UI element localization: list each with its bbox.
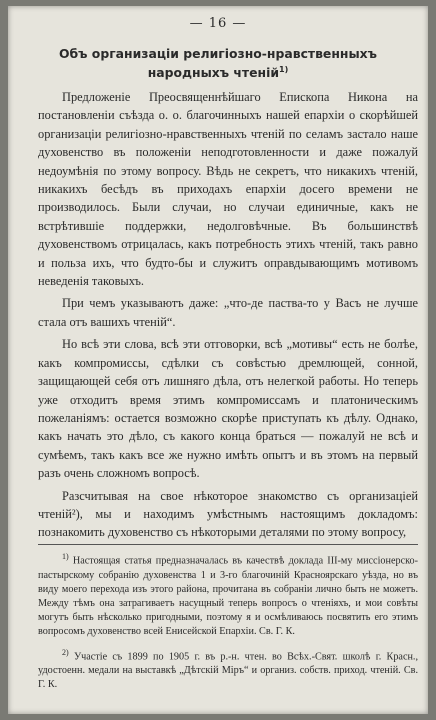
article-body: [38, 88, 418, 546]
footnotes: [38, 550, 418, 699]
paragraph: Предложеніе Преосвященнѣйшаго Епископа Никона на постановленіи съѣзда о. о. благочинныхъ нашей епархіи о скорѣйшей организаціи религіозно-нравственныхъ чтеній по селамъ застало наше духовенство въ положеніи неподготовленности и даже пожалуй недоумѣнія по этому вопросу. Вѣдь не секретъ, что никакихъ чтеній, никакихъ бесѣдъ въ приходахъ епархіи досего времени не производилось. Были случаи, но случаи единичные, какъ не встрѣтившіе поддержки, недолговѣчные. Въ большинствѣ духовенствомъ отрицалась, какъ потребность этихъ чтеній, такъ равно и польза ихъ, что будто-бы и служитъ оправдывающимъ мотивомъ неведенія таковыхъ.: [38, 90, 418, 289]
paragraph: Но всѣ эти слова, всѣ эти отговорки, всѣ „мотивы“ есть не болѣе, какъ компромиссы, сдѣлки съ совѣстью дремлющей, сонной, защищающей себя отъ лишняго дѣла, отъ нелегкой работы. Но теперь уже отходитъ время этимъ компромиссамъ и платоническимъ пожеланіямъ: остается возможно скорѣе приступать къ дѣлу. Однако, какъ начать это дѣло, съ какого конца браться — пожалуй не всѣ и сумѣемъ, такъ какъ все же нужно имѣть опытъ и въ этомъ на первый разъ очень сложномъ вопросѣ.: [38, 337, 418, 481]
footnote-marker: 2): [62, 647, 69, 657]
footnote: [38, 646, 418, 693]
page-number: — 16 —: [189, 16, 247, 31]
paragraph: Разсчитывая на свое нѣкоторое знакомство съ организаціей чтеній²), мы и находимъ умѣстнымъ настоящимъ докладомъ: познакомить духовенство съ нѣкоторыми деталями по этому вопросу,: [38, 488, 418, 540]
heading-footnote-ref: 1): [279, 65, 289, 74]
footnote-divider: [38, 544, 418, 545]
footnote-marker: 1): [62, 552, 69, 561]
heading-text: Объ организаціи религіозно-нравственныхъ народныхъ чтеній: [59, 46, 377, 81]
article-heading: [48, 46, 388, 81]
book-page: [8, 6, 428, 714]
footnote-text: Настоящая статья предназначалась въ качествѣ доклада III-му миссіонерско-пастырскому собранію духовенства 1 и 3-го благочиній Красноярскаго уѣзда, но въ виду моего перехода изъ этого района, прочитана въ собраніи лично быть не можетъ. Между тѣмъ она затрагиваетъ насущный теперь вопросъ о чтеніяхъ, и мои совѣты могутъ быть нѣсколько пригодными, поэтому я и осмѣливаюсь посвятить его этимъ вопросомъ духовенство всей Енисейской Епархіи. Св. Г. К.: [38, 555, 419, 638]
footnote-text: Участіе съ 1899 по 1905 г. въ р.-н. чтен. во Всѣх.-Свят. школѣ г. Красн., удостоенн. медали на выставкѣ „Дѣтскій Міръ“ и организ. собств. приход. чтеній. Св. Г. К.: [38, 651, 419, 691]
paragraph: При чемъ указываютъ даже: „что-де паства-то у Васъ не лучше стала отъ вашихъ чтеній“.: [38, 296, 418, 329]
footnote: [38, 550, 418, 640]
